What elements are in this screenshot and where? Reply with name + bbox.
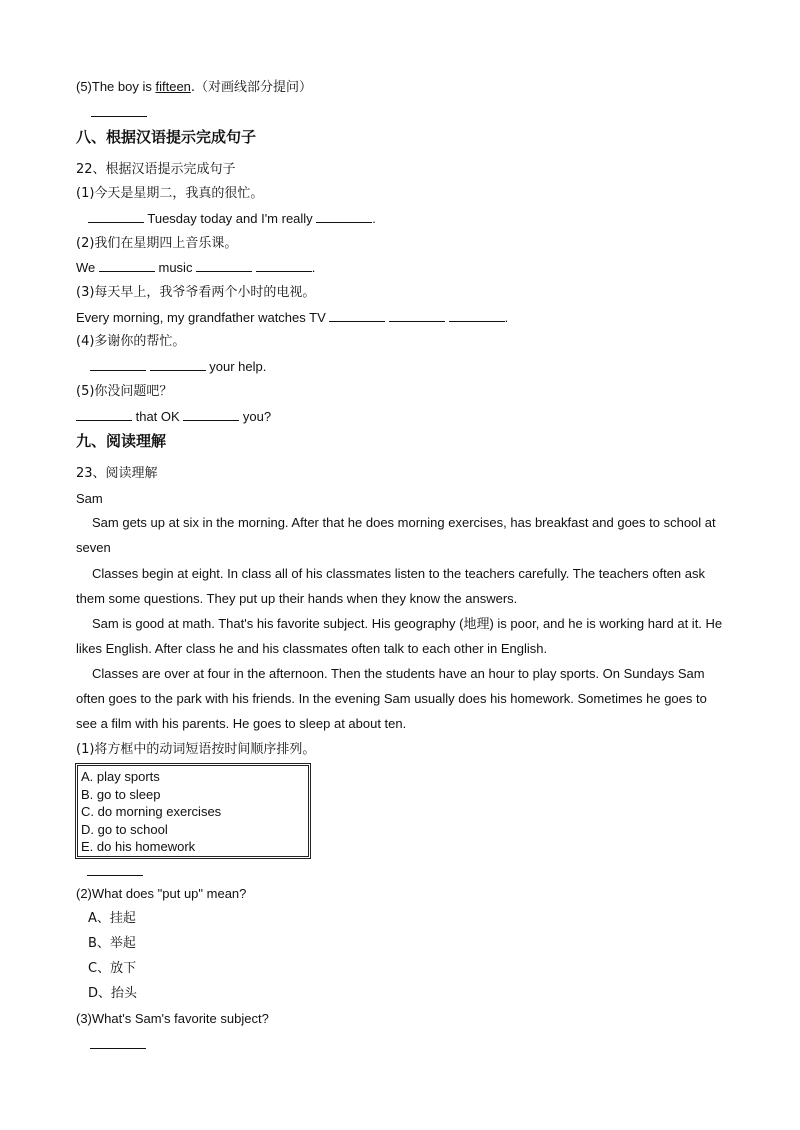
q22-4-chinese: (4)多谢你的帮忙。 [76,334,186,349]
choice-a[interactable]: A、挂起 [88,911,136,926]
q23-1-answer-blank[interactable] [87,863,143,881]
q21-5-prefix: (5)The boy is [76,79,156,94]
q22-stem: 22、根据汉语提示完成句子 [76,162,236,177]
q22-3-chinese: (3)每天早上，我爷爷看两个小时的电视。 [76,285,316,300]
choice-c[interactable]: C、放下 [88,961,137,976]
answer-blank[interactable] [329,309,385,322]
q22-1-english: Tuesday today and I'm really . [88,210,376,228]
q23-stem: 23、阅读理解 [76,466,158,481]
answer-blank[interactable] [256,259,312,272]
q21-5-suffix: .（对画线部分提问） [190,80,313,95]
passage-paragraph-2: Classes begin at eight. In class all of his classmates listen to the teachers carefully. The teachers often ask them some questions. They put up their hands when they know the answers. [76,566,705,606]
q22-2-chinese: (2)我们在星期四上音乐课。 [76,236,238,251]
passage-paragraph-1: Sam gets up at six in the morning. After that he does morning exercises, has breakfast and goes to school at seven [76,515,716,555]
q23-3-question: (3)What's Sam's favorite subject? [76,1011,269,1026]
phrase-option-b: B. go to sleep [81,786,161,802]
answer-blank[interactable] [196,259,252,272]
section8-title: 八、根据汉语提示完成句子 [76,128,257,146]
q21-5-answer-blank[interactable] [91,104,147,122]
choice-b[interactable]: B、举起 [88,936,136,951]
answer-blank[interactable] [88,210,144,223]
q22-5-english: that OK you? [76,408,271,426]
answer-blank[interactable] [90,358,146,371]
q22-4-english: your help. [90,358,266,376]
q21-5-underlined-word: fifteen [155,79,191,94]
q22-3-english: Every morning, my grandfather watches TV . [76,310,509,325]
phrase-box [75,763,311,859]
phrase-option-a: A. play sports [81,769,160,784]
q22-5-chinese: (5)你没问题吧？ [76,384,173,399]
answer-blank[interactable] [183,408,239,421]
q23-3-answer-blank[interactable] [90,1036,146,1054]
q23-2-question: (2)What does "put up" mean? [76,886,247,901]
phrase-option-e: E. do his homework [81,839,196,854]
passage-paragraph-3: Sam is good at math. That's his favorite subject. His geography (地理) is poor, and he is working hard at it. He likes English. After class he and his classmates often talk to each other in English. [76,616,723,656]
answer-blank[interactable] [76,408,132,421]
phrase-option-d: D. go to school [81,821,168,837]
answer-blank[interactable] [316,210,372,223]
passage-title: Sam [76,491,103,506]
q21-5-line [76,78,312,97]
choice-d[interactable]: D、抬头 [88,986,138,1001]
answer-blank[interactable] [99,259,155,272]
answer-blank[interactable] [449,309,505,322]
q22-2-english: We music . [76,260,316,275]
answer-blank[interactable] [150,358,206,371]
passage-paragraph-4: Classes are over at four in the afternoon. Then the students have an hour to play sports. On Sundays Sam often goes to the park with his friends. In the evening Sam usually does his homework. Sometimes he goes to see a film with his parents. He goes to sleep at about ten. [76,666,707,731]
phrase-option-c: C. do morning exercises [81,804,222,819]
q23-1-question: (1)将方框中的动词短语按时间顺序排列。 [76,742,316,757]
answer-blank[interactable] [389,309,445,322]
q22-1-chinese: (1)今天是星期二，我真的很忙。 [76,186,264,201]
section9-title: 九、阅读理解 [76,432,167,450]
